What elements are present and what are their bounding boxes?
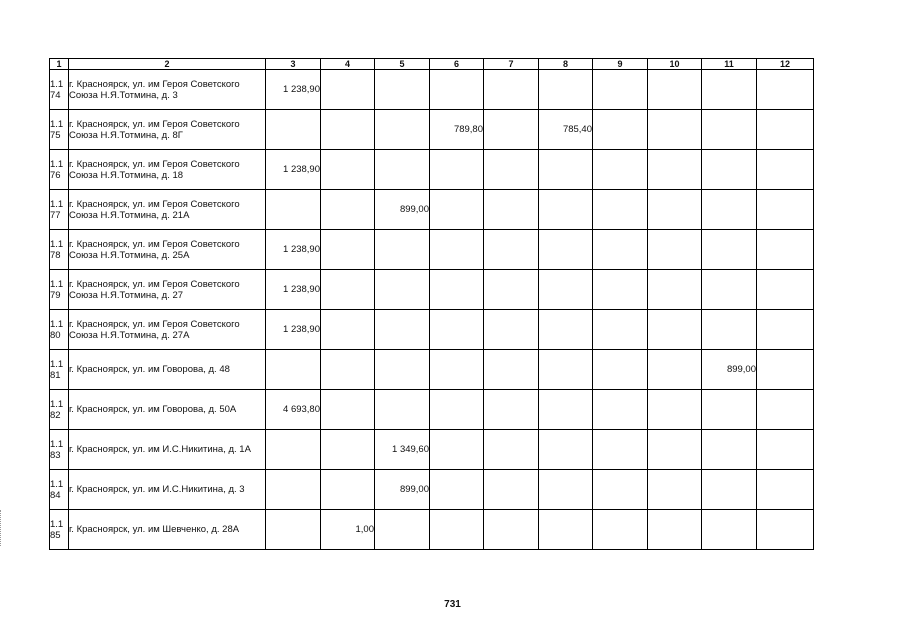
value-cell-col-5	[375, 310, 430, 350]
header-row	[50, 59, 814, 70]
value-cell-col-8: 785,40	[539, 110, 593, 150]
value-cell-col-5	[375, 510, 430, 550]
value-cell-col-8	[539, 390, 593, 430]
value-cell-col-12	[757, 430, 814, 470]
value-cell-col-9	[593, 270, 648, 310]
value-cell-col-4	[321, 430, 375, 470]
value-cell-col-3	[266, 110, 321, 150]
value-cell-col-6	[430, 310, 484, 350]
value-cell-col-7	[484, 430, 539, 470]
row-number-cell: 1.1 83	[50, 430, 69, 470]
value-cell-col-12	[757, 310, 814, 350]
row-number-cell: 1.1 76	[50, 150, 69, 190]
value-cell-col-6	[430, 230, 484, 270]
value-cell-col-6	[430, 510, 484, 550]
value-cell-col-7	[484, 270, 539, 310]
table-row	[50, 270, 814, 310]
value-cell-col-8	[539, 150, 593, 190]
value-cell-col-7	[484, 190, 539, 230]
row-number-cell: 1.1 85	[50, 510, 69, 550]
table-row	[50, 470, 814, 510]
value-cell-col-10	[648, 190, 702, 230]
value-cell-col-10	[648, 350, 702, 390]
address-cell: г. Красноярск, ул. им Героя Советского Союза Н.Я.Тотмина, д. 27	[69, 270, 266, 310]
table-body	[50, 70, 814, 550]
value-cell-col-9	[593, 310, 648, 350]
value-cell-col-8	[539, 310, 593, 350]
column-header-6: 6	[430, 59, 484, 70]
value-cell-col-11: 899,00	[702, 350, 757, 390]
value-cell-col-10	[648, 230, 702, 270]
value-cell-col-6	[430, 270, 484, 310]
table-row	[50, 230, 814, 270]
column-header-10: 10	[648, 59, 702, 70]
value-cell-col-3: 1 238,90	[266, 230, 321, 270]
address-cell: г. Красноярск, ул. им И.С.Никитина, д. 3	[69, 470, 266, 510]
column-header-7: 7	[484, 59, 539, 70]
table-row	[50, 390, 814, 430]
row-number-cell: 1.1 80	[50, 310, 69, 350]
value-cell-col-7	[484, 350, 539, 390]
column-header-3: 3	[266, 59, 321, 70]
value-cell-col-7	[484, 510, 539, 550]
row-number-cell: 1.1 78	[50, 230, 69, 270]
value-cell-col-5	[375, 150, 430, 190]
value-cell-col-7	[484, 230, 539, 270]
value-cell-col-10	[648, 470, 702, 510]
value-cell-col-4	[321, 70, 375, 110]
value-cell-col-6	[430, 470, 484, 510]
value-cell-col-11	[702, 230, 757, 270]
value-cell-col-3	[266, 430, 321, 470]
value-cell-col-8	[539, 270, 593, 310]
value-cell-col-6: 789,80	[430, 110, 484, 150]
value-cell-col-10	[648, 510, 702, 550]
row-number-cell: 1.1 75	[50, 110, 69, 150]
value-cell-col-7	[484, 70, 539, 110]
value-cell-col-8	[539, 470, 593, 510]
value-cell-col-6	[430, 70, 484, 110]
value-cell-col-9	[593, 350, 648, 390]
row-number-cell: 1.1 77	[50, 190, 69, 230]
value-cell-col-4	[321, 230, 375, 270]
value-cell-col-3: 1 238,90	[266, 70, 321, 110]
column-header-8: 8	[539, 59, 593, 70]
value-cell-col-12	[757, 150, 814, 190]
data-table	[49, 58, 814, 550]
value-cell-col-8	[539, 430, 593, 470]
value-cell-col-6	[430, 190, 484, 230]
value-cell-col-12	[757, 390, 814, 430]
value-cell-col-5	[375, 390, 430, 430]
value-cell-col-4	[321, 470, 375, 510]
address-cell: г. Красноярск, ул. им Говорова, д. 50А	[69, 390, 266, 430]
value-cell-col-12	[757, 470, 814, 510]
scan-margin-mark	[0, 510, 3, 546]
value-cell-col-9	[593, 390, 648, 430]
row-number-cell: 1.1 84	[50, 470, 69, 510]
column-header-9: 9	[593, 59, 648, 70]
value-cell-col-8	[539, 510, 593, 550]
value-cell-col-12	[757, 350, 814, 390]
value-cell-col-9	[593, 430, 648, 470]
value-cell-col-5	[375, 270, 430, 310]
address-cell: г. Красноярск, ул. им Героя Советского Союза Н.Я.Тотмина, д. 27А	[69, 310, 266, 350]
value-cell-col-12	[757, 510, 814, 550]
value-cell-col-12	[757, 70, 814, 110]
page-number: 731	[444, 599, 461, 610]
value-cell-col-3: 4 693,80	[266, 390, 321, 430]
value-cell-col-4	[321, 270, 375, 310]
column-header-5: 5	[375, 59, 430, 70]
value-cell-col-12	[757, 190, 814, 230]
value-cell-col-4: 1,00	[321, 510, 375, 550]
value-cell-col-3	[266, 470, 321, 510]
value-cell-col-8	[539, 350, 593, 390]
table-row	[50, 110, 814, 150]
value-cell-col-12	[757, 110, 814, 150]
value-cell-col-10	[648, 270, 702, 310]
address-cell: г. Красноярск, ул. им Героя Советского Союза Н.Я.Тотмина, д. 18	[69, 150, 266, 190]
value-cell-col-10	[648, 430, 702, 470]
value-cell-col-5	[375, 70, 430, 110]
table-row	[50, 190, 814, 230]
value-cell-col-11	[702, 190, 757, 230]
value-cell-col-11	[702, 310, 757, 350]
value-cell-col-10	[648, 70, 702, 110]
value-cell-col-10	[648, 390, 702, 430]
value-cell-col-11	[702, 430, 757, 470]
value-cell-col-9	[593, 190, 648, 230]
value-cell-col-9	[593, 70, 648, 110]
value-cell-col-5: 899,00	[375, 470, 430, 510]
value-cell-col-6	[430, 350, 484, 390]
row-number-cell: 1.1 79	[50, 270, 69, 310]
value-cell-col-11	[702, 110, 757, 150]
value-cell-col-12	[757, 230, 814, 270]
table-row	[50, 150, 814, 190]
table-row	[50, 430, 814, 470]
value-cell-col-10	[648, 110, 702, 150]
value-cell-col-3	[266, 190, 321, 230]
value-cell-col-3	[266, 350, 321, 390]
value-cell-col-4	[321, 390, 375, 430]
value-cell-col-5	[375, 110, 430, 150]
value-cell-col-9	[593, 510, 648, 550]
value-cell-col-9	[593, 470, 648, 510]
address-cell: г. Красноярск, ул. им Шевченко, д. 28А	[69, 510, 266, 550]
address-cell: г. Красноярск, ул. им Говорова, д. 48	[69, 350, 266, 390]
table-row	[50, 350, 814, 390]
value-cell-col-9	[593, 230, 648, 270]
value-cell-col-8	[539, 70, 593, 110]
column-header-12: 12	[757, 59, 814, 70]
value-cell-col-7	[484, 310, 539, 350]
value-cell-col-3: 1 238,90	[266, 270, 321, 310]
row-number-cell: 1.1 74	[50, 70, 69, 110]
value-cell-col-8	[539, 230, 593, 270]
value-cell-col-3: 1 238,90	[266, 150, 321, 190]
table-row	[50, 70, 814, 110]
value-cell-col-11	[702, 470, 757, 510]
address-cell: г. Красноярск, ул. им Героя Советского Союза Н.Я.Тотмина, д. 3	[69, 70, 266, 110]
value-cell-col-10	[648, 150, 702, 190]
value-cell-col-12	[757, 270, 814, 310]
address-cell: г. Красноярск, ул. им Героя Советского Союза Н.Я.Тотмина, д. 25А	[69, 230, 266, 270]
value-cell-col-4	[321, 190, 375, 230]
column-header-11: 11	[702, 59, 757, 70]
value-cell-col-11	[702, 510, 757, 550]
value-cell-col-8	[539, 190, 593, 230]
column-header-1: 1	[50, 59, 69, 70]
value-cell-col-6	[430, 430, 484, 470]
value-cell-col-4	[321, 350, 375, 390]
value-cell-col-5: 1 349,60	[375, 430, 430, 470]
value-cell-col-6	[430, 390, 484, 430]
value-cell-col-3: 1 238,90	[266, 310, 321, 350]
address-cell: г. Красноярск, ул. им Героя Советского Союза Н.Я.Тотмина, д. 8Г	[69, 110, 266, 150]
value-cell-col-11	[702, 270, 757, 310]
value-cell-col-9	[593, 150, 648, 190]
value-cell-col-10	[648, 310, 702, 350]
value-cell-col-3	[266, 510, 321, 550]
address-cell: г. Красноярск, ул. им И.С.Никитина, д. 1А	[69, 430, 266, 470]
value-cell-col-11	[702, 150, 757, 190]
column-header-2: 2	[69, 59, 266, 70]
value-cell-col-4	[321, 150, 375, 190]
value-cell-col-4	[321, 310, 375, 350]
value-cell-col-5: 899,00	[375, 190, 430, 230]
column-header-4: 4	[321, 59, 375, 70]
value-cell-col-4	[321, 110, 375, 150]
value-cell-col-11	[702, 390, 757, 430]
value-cell-col-6	[430, 150, 484, 190]
row-number-cell: 1.1 82	[50, 390, 69, 430]
value-cell-col-9	[593, 110, 648, 150]
table-row	[50, 310, 814, 350]
value-cell-col-7	[484, 390, 539, 430]
value-cell-col-5	[375, 230, 430, 270]
table-row	[50, 510, 814, 550]
address-cell: г. Красноярск, ул. им Героя Советского Союза Н.Я.Тотмина, д. 21А	[69, 190, 266, 230]
row-number-cell: 1.1 81	[50, 350, 69, 390]
value-cell-col-7	[484, 110, 539, 150]
value-cell-col-5	[375, 350, 430, 390]
value-cell-col-7	[484, 150, 539, 190]
value-cell-col-11	[702, 70, 757, 110]
value-cell-col-7	[484, 470, 539, 510]
